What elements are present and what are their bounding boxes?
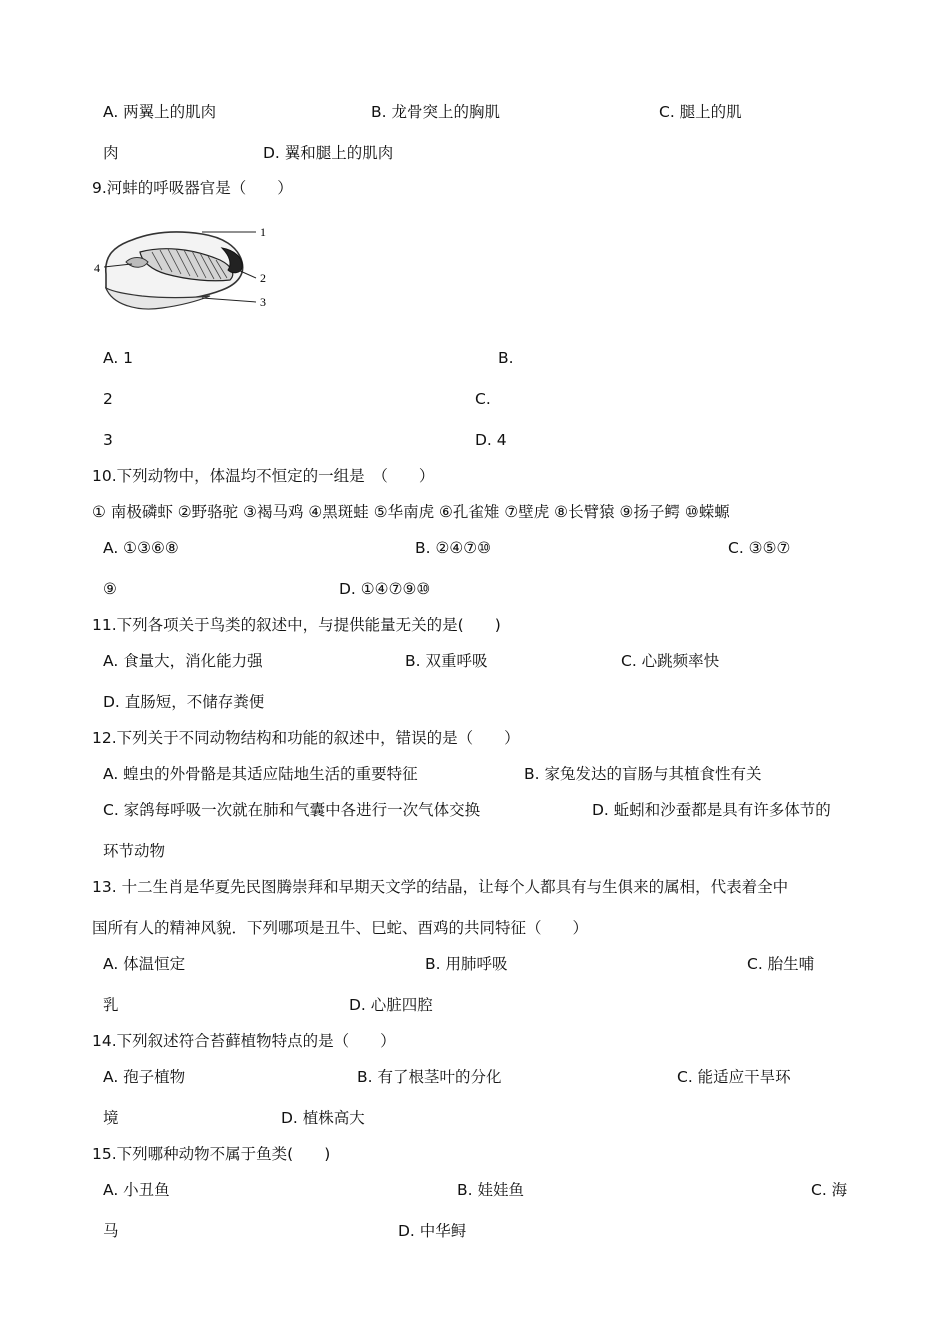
q13-option-c-continued: 乳 [103, 996, 119, 1014]
q10-animal-list: ① 南极磷虾 ②野骆驼 ③褐马鸡 ④黑斑蛙 ⑤华南虎 ⑥孔雀雉 ⑦壁虎 ⑧长臂猿 ⑨扬子鳄 ⑩蝾螈 [92, 503, 730, 521]
q8-option-c: C. 腿上的肌 [659, 103, 742, 121]
q10-option-d: D. ①④⑦⑨⑩ [339, 580, 431, 598]
q11-stem: 11.下列各项关于鸟类的叙述中，与提供能量无关的是( ) [92, 616, 501, 634]
q13-option-b: B. 用肺呼吸 [425, 955, 508, 973]
q12-stem: 12.下列关于不同动物结构和功能的叙述中，错误的是（ ） [92, 729, 520, 747]
q12-option-d: D. 蚯蚓和沙蚕都是具有许多体节的 [592, 801, 831, 819]
q13-option-c: C. 胎生哺 [747, 955, 815, 973]
q14-option-c: C. 能适应干旱环 [677, 1068, 791, 1086]
q14-stem: 14.下列叙述符合苔藓植物特点的是（ ） [92, 1032, 396, 1050]
q12-option-a: A. 蝗虫的外骨骼是其适应陆地生活的重要特征 [103, 765, 418, 783]
q15-option-c-continued: 马 [103, 1222, 119, 1240]
figure-label-4: 4 [94, 261, 100, 275]
q14-option-b: B. 有了根茎叶的分化 [357, 1068, 502, 1086]
q11-option-a: A. 食量大，消化能力强 [103, 652, 263, 670]
q13-stem-line2: 国所有人的精神风貌．下列哪项是丑牛、巳蛇、酉鸡的共同特征（ ） [92, 919, 589, 937]
q13-option-d: D. 心脏四腔 [349, 996, 433, 1014]
q14-option-c-continued: 境 [103, 1109, 119, 1127]
q15-option-c: C. 海 [811, 1181, 848, 1199]
q15-option-d: D. 中华鲟 [398, 1222, 467, 1240]
q9-option-c-continued: 3 [103, 431, 113, 449]
q10-option-c: C. ③⑤⑦ [728, 539, 791, 557]
q9-option-a: A. 1 [103, 349, 134, 367]
q12-option-b: B. 家兔发达的盲肠与其植食性有关 [524, 765, 762, 783]
q9-option-b-continued: 2 [103, 390, 113, 408]
q8-option-c-continued: 肉 [103, 144, 119, 162]
q9-option-b: B. [498, 349, 514, 367]
q14-option-a: A. 孢子植物 [103, 1068, 186, 1086]
figure-label-2: 2 [260, 271, 266, 285]
q11-option-b: B. 双重呼吸 [405, 652, 488, 670]
q12-option-c: C. 家鸽每呼吸一次就在肺和气囊中各进行一次气体交换 [103, 801, 481, 819]
q13-option-a: A. 体温恒定 [103, 955, 186, 973]
q8-option-d: D. 翼和腿上的肌肉 [263, 144, 394, 162]
q9-option-d: D. 4 [475, 431, 507, 449]
q11-option-d: D. 直肠短，不储存粪便 [103, 693, 265, 711]
q15-stem: 15.下列哪种动物不属于鱼类( ) [92, 1145, 331, 1163]
q8-option-b: B. 龙骨突上的胸肌 [371, 103, 500, 121]
q15-option-b: B. 娃娃鱼 [457, 1181, 524, 1199]
q10-option-a: A. ①③⑥⑧ [103, 539, 179, 557]
q9-option-c: C. [475, 390, 491, 408]
q8-option-a: A. 两翼上的肌肉 [103, 103, 217, 121]
figure-label-3: 3 [260, 295, 266, 309]
mussel-anatomy-figure [92, 212, 282, 322]
q14-option-d: D. 植株高大 [281, 1109, 365, 1127]
figure-label-1: 1 [260, 225, 266, 239]
q12-option-d-continued: 环节动物 [103, 842, 166, 860]
q10-stem: 10.下列动物中，体温均不恒定的一组是 （ ） [92, 467, 435, 485]
q10-option-b: B. ②④⑦⑩ [415, 539, 492, 557]
q10-option-c-continued: ⑨ [103, 580, 117, 598]
q9-stem: 9.河蚌的呼吸器官是（ ） [92, 179, 293, 197]
q15-option-a: A. 小丑鱼 [103, 1181, 170, 1199]
q13-stem-line1: 13. 十二生肖是华夏先民图腾崇拜和早期天文学的结晶，让每个人都具有与生俱来的属相，代表着全中 [92, 878, 789, 896]
q11-option-c: C. 心跳频率快 [621, 652, 720, 670]
